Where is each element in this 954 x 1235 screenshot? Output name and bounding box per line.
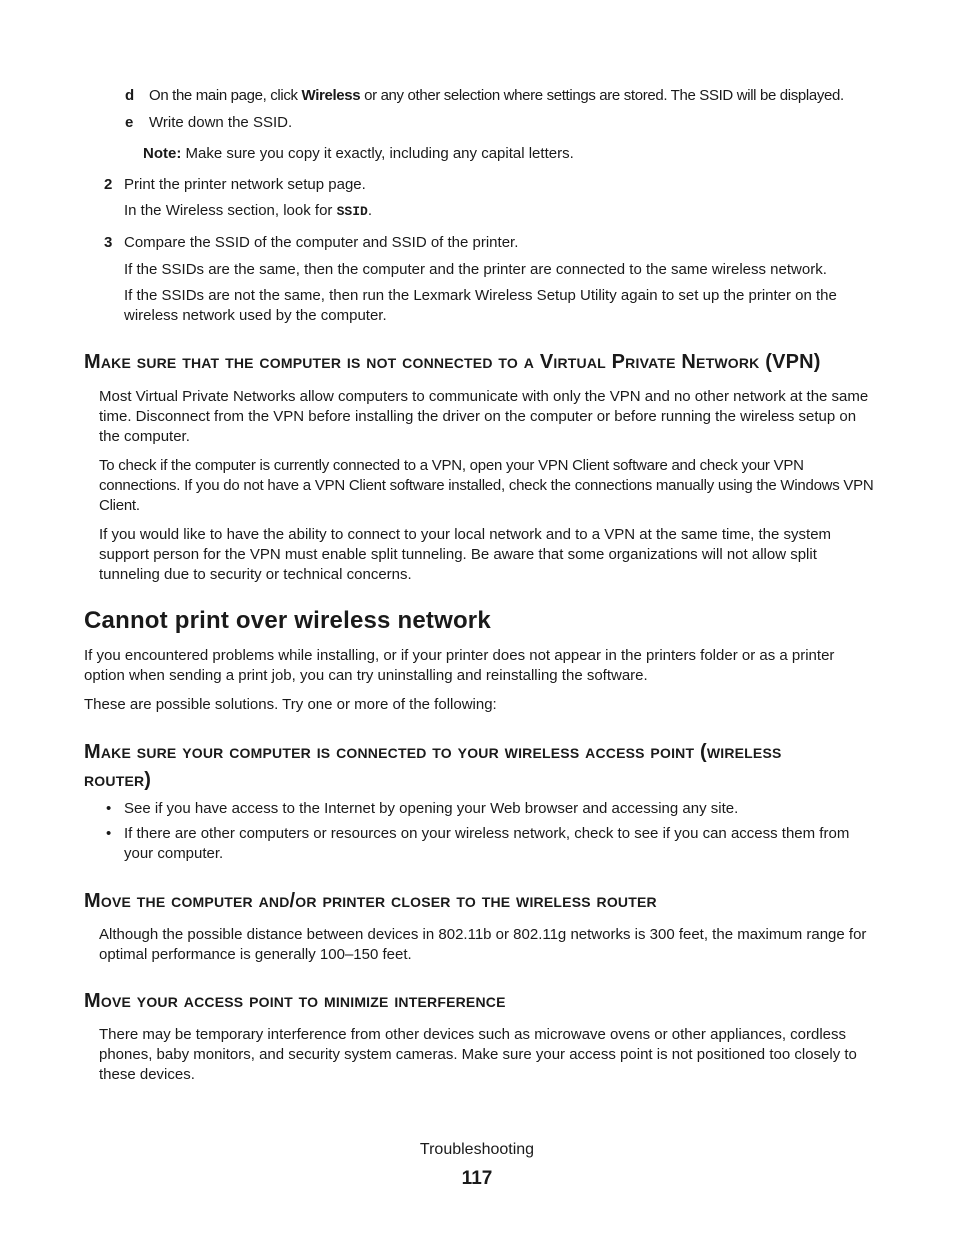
step-3-p2: If the SSIDs are not the same, then run the Lexmark Wireless Setup Utility again to set up the printer on the wireless network used by the computer. — [124, 287, 837, 324]
step-3-p1: If the SSIDs are the same, then the computer and the printer are connected to the same wireless network. — [124, 261, 827, 278]
step-label-d: d — [125, 87, 135, 104]
step-label-3: 3 — [104, 234, 113, 251]
step-2-sub-post: . — [367, 202, 372, 219]
note-label: Note: — [143, 145, 182, 162]
step-3-text: Compare the SSID of the computer and SSID of the printer. — [124, 234, 519, 251]
vpn-p1: Most Virtual Private Networks allow computers to communicate with only the VPN and no other network at the same time. Disconnect from the VPN before installing the driver on the computer or before running the wireless setup on the computer. — [99, 388, 869, 445]
move-closer-heading: Move the computer and/or printer closer to the wireless router — [84, 890, 657, 912]
ssid-code: SSID — [336, 204, 368, 219]
cannot-print-p1: If you encountered problems while installing, or if your printer does not appear in the printers folder or as a printer option when sending a print job, you can try uninstalling and reinstalling the software. — [84, 647, 835, 684]
bullet-dot: • — [106, 825, 112, 842]
vpn-p2: To check if the computer is currently connected to a VPN, open your VPN Client software and check your VPN connections. If you do not have a VPN Client software installed, check the connections manually using the Windows VPN Client. — [99, 457, 874, 514]
cannot-print-title: Cannot print over wireless network — [84, 607, 491, 634]
step-d-post: or any other selection where settings are stored. The SSID will be displayed. — [360, 87, 844, 104]
step-d-bold: Wireless — [301, 87, 361, 104]
vpn-heading: Make sure that the computer is not connected to a Virtual Private Network (VPN) — [84, 351, 821, 373]
step-label-2: 2 — [104, 176, 113, 193]
bullet-dot: • — [106, 800, 112, 817]
footer-section: Troubleshooting — [419, 1141, 535, 1158]
note-text: Make sure you copy it exactly, including any capital letters. — [181, 145, 574, 162]
move-closer-p1: Although the possible distance between devices in 802.11b or 802.11g networks is 300 feet, the maximum range for optimal performance is generally 100–150 feet. — [99, 926, 867, 963]
cannot-print-p2: These are possible solutions. Try one or more of the following: — [84, 696, 497, 713]
interference-p1: There may be temporary interference from other devices such as microwave ovens or other appliances, cordless phones, baby monitors, and security system cameras. Make sure your access point is not positioned too closely to these devices. — [99, 1026, 857, 1083]
step-label-e: e — [125, 114, 134, 131]
page-number: 117 — [461, 1168, 493, 1189]
access-point-bullet-2: If there are other computers or resources on your wireless network, check to see if you can access them from your computer. — [124, 825, 850, 862]
access-point-bullet-1: See if you have access to the Internet by opening your Web browser and accessing any site. — [124, 800, 739, 817]
step-2-sub-pre: In the Wireless section, look for — [124, 202, 337, 219]
interference-heading: Move your access point to minimize interference — [84, 990, 506, 1012]
vpn-p3: If you would like to have the ability to connect to your local network and to a VPN at the same time, the system support person for the VPN must enable split tunneling. Be aware that some organizations will not allow split tunneling due to security or technical concerns. — [99, 526, 832, 583]
step-d-pre: On the main page, click — [149, 87, 302, 104]
step-2-sub — [124, 201, 372, 222]
step-e-text: Write down the SSID. — [149, 114, 293, 131]
step-d-text — [149, 86, 889, 106]
step-2-text: Print the printer network setup page. — [124, 176, 366, 193]
note — [143, 144, 574, 164]
access-point-heading: Make sure your computer is connected to your wireless access point (wireless router) — [84, 741, 782, 791]
